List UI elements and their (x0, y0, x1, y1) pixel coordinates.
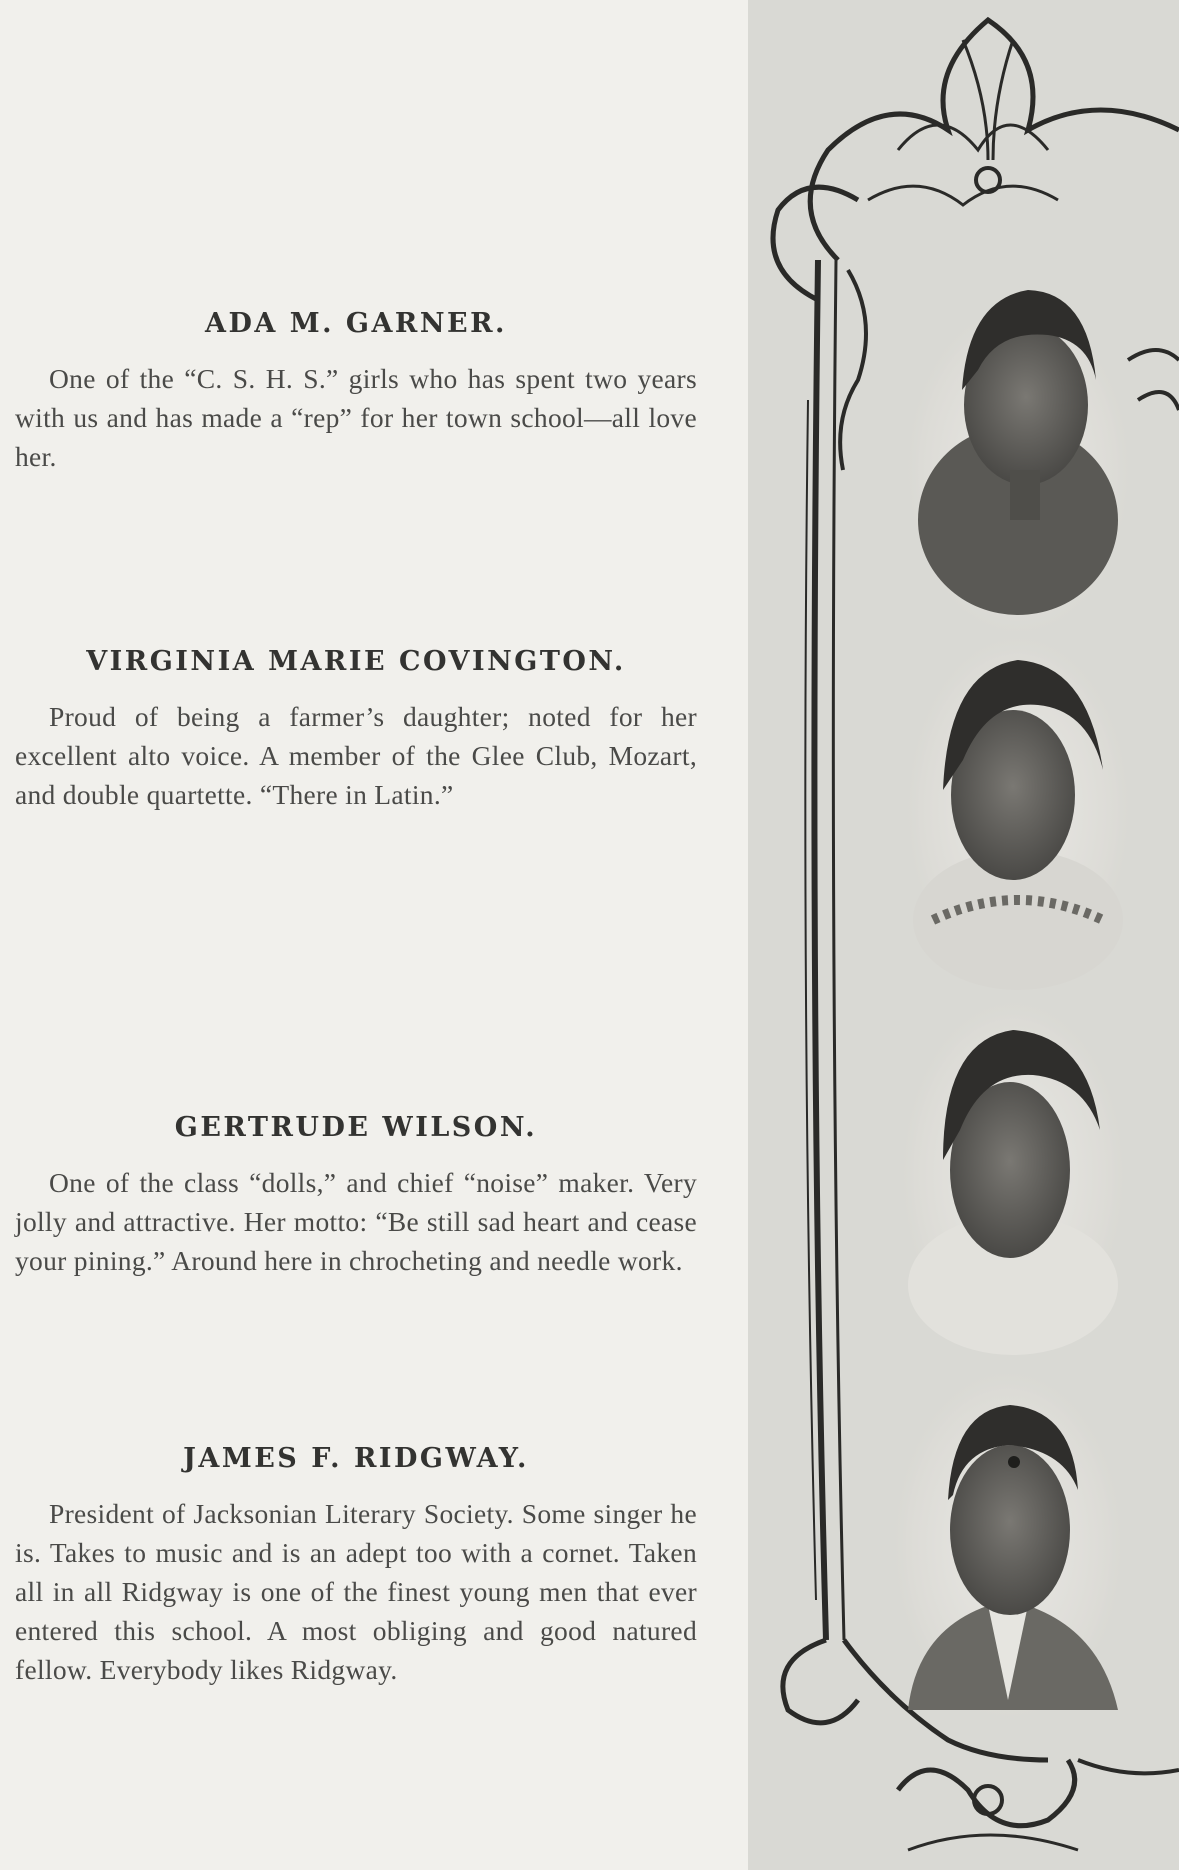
frame-pillar (805, 260, 844, 1640)
bio-gertrude-wilson (15, 1112, 697, 1280)
portrait-gertrude-wilson (898, 995, 1128, 1355)
bio-text-content: Proud of being a farmer’s daughter; noted for her excellent alto voice. A member of the Glee Club, Mozart, and double quartette. “There in Latin.” (15, 701, 697, 810)
bio-virginia-covington (15, 646, 697, 814)
portrait-virginia-covington (903, 630, 1133, 990)
bio-text-content: President of Jacksonian Literary Society. Some singer he is. Takes to music and is an adept too with a cornet. Taken all in all Ridgway is one of the finest young men that ever entered this school. A most obliging and good natured fellow. Everybody likes Ridgway. (15, 1498, 697, 1685)
bio-name: GERTRUDE WILSON. (174, 1112, 538, 1143)
portrait-panel (748, 0, 1179, 1870)
bio-james-ridgway (15, 1443, 697, 1689)
bio-text-content: One of the class “dolls,” and chief “noise” maker. Very jolly and attractive. Her motto: “Be still sad heart and cease your pining.” Around here in chrocheting and needle work. (15, 1167, 697, 1276)
bio-text-content: One of the “C. S. H. S.” girls who has spent two years with us and has made a “rep” for her town school—all love her. (15, 363, 697, 472)
bio-name: JAMES F. RIDGWAY. (183, 1443, 529, 1474)
bio-text (15, 1163, 697, 1280)
bio-ada-garner (15, 308, 697, 476)
ornamental-frame-graphic (748, 0, 1179, 1870)
portrait-ada-garner (903, 290, 1133, 640)
portrait-james-ridgway (890, 1365, 1126, 1725)
bio-text (15, 1494, 697, 1689)
bio-name: VIRGINIA MARIE COVINGTON. (86, 646, 626, 677)
bio-text (15, 359, 697, 476)
bio-text (15, 697, 697, 814)
bio-name: ADA M. GARNER. (205, 308, 507, 339)
